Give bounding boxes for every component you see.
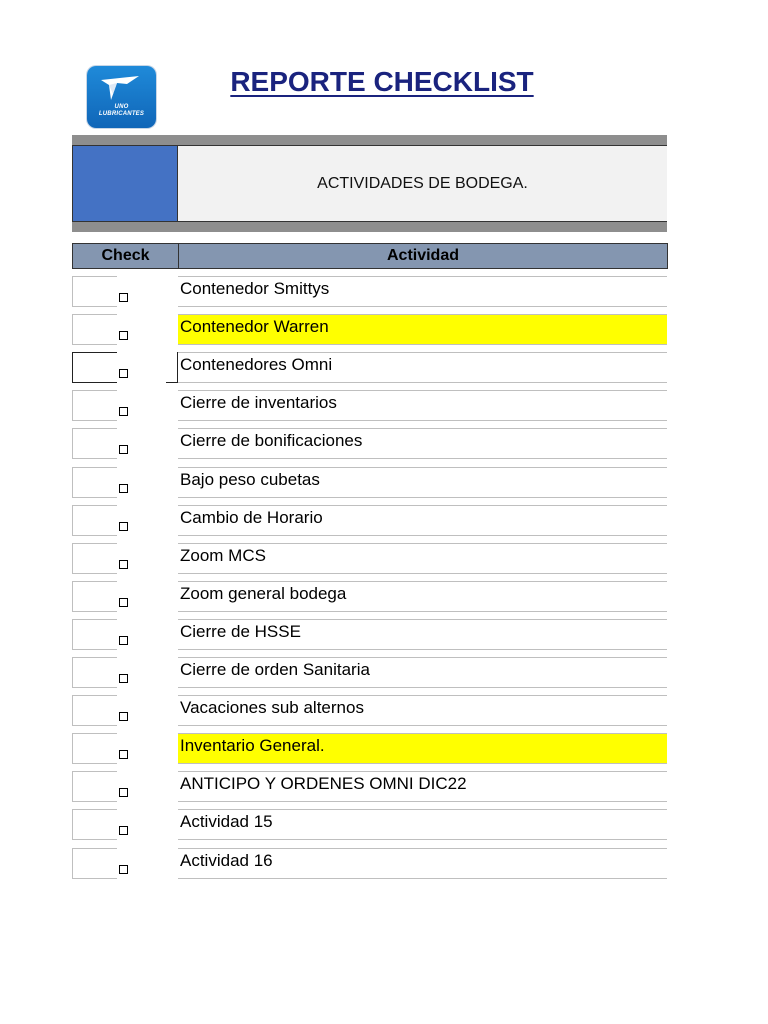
table-row	[0, 807, 768, 845]
check-cell[interactable]	[72, 543, 117, 574]
activity-label: Contenedores Omni	[178, 352, 667, 383]
column-header-activity: Actividad	[178, 243, 668, 269]
table-row	[0, 541, 768, 579]
check-cell[interactable]	[72, 505, 117, 536]
table-row	[0, 579, 768, 617]
check-cell[interactable]	[72, 771, 117, 802]
section-title: ACTIVIDADES DE BODEGA.	[317, 175, 528, 192]
check-cell[interactable]	[72, 848, 117, 879]
table-row	[0, 465, 768, 503]
activity-label: Zoom general bodega	[178, 581, 667, 612]
table-row	[0, 655, 768, 693]
page-title: REPORTE CHECKLIST	[230, 66, 534, 97]
row-checkbox[interactable]	[119, 331, 128, 340]
row-checkbox[interactable]	[119, 522, 128, 531]
activity-label: Contenedor Smittys	[178, 276, 667, 307]
row-checkbox[interactable]	[119, 712, 128, 721]
row-checkbox[interactable]	[119, 560, 128, 569]
header-bottom-band	[72, 222, 667, 232]
check-cell[interactable]	[72, 619, 117, 650]
activity-label: Cierre de HSSE	[178, 619, 667, 650]
table-row	[0, 426, 768, 464]
row-checkbox[interactable]	[119, 293, 128, 302]
check-cell[interactable]	[72, 581, 117, 612]
table-row	[0, 693, 768, 731]
activity-label: Inventario General.	[178, 733, 667, 764]
check-cell[interactable]	[72, 657, 117, 688]
row-checkbox[interactable]	[119, 369, 128, 378]
column-header-check: Check	[72, 243, 179, 269]
logo-text-line2: LUBRICANTES	[98, 111, 145, 117]
check-cell[interactable]	[72, 733, 117, 764]
logo-text-line1: UNO	[114, 104, 129, 110]
table-row	[0, 617, 768, 655]
table-row	[0, 769, 768, 807]
activity-label: Vacaciones sub alternos	[178, 695, 667, 726]
row-checkbox[interactable]	[119, 598, 128, 607]
check-cell[interactable]	[72, 809, 117, 840]
table-row	[0, 350, 768, 388]
activity-label: Cierre de bonificaciones	[178, 428, 667, 459]
table-row	[0, 388, 768, 426]
activity-label: Bajo peso cubetas	[178, 467, 667, 498]
section-header	[72, 145, 667, 222]
activity-label: Actividad 16	[178, 848, 667, 879]
activity-label: Zoom MCS	[178, 543, 667, 574]
logo-wing-icon	[87, 66, 156, 128]
header-top-band	[72, 135, 667, 145]
activity-label: Cambio de Horario	[178, 505, 667, 536]
check-cell[interactable]	[72, 695, 117, 726]
check-cell[interactable]	[72, 390, 117, 421]
check-cell[interactable]	[72, 276, 117, 307]
row-checkbox[interactable]	[119, 750, 128, 759]
check-cell[interactable]	[72, 314, 117, 345]
check-cell[interactable]	[72, 467, 117, 498]
row-checkbox[interactable]	[119, 484, 128, 493]
logo-text	[91, 104, 152, 118]
activity-label: Cierre de inventarios	[178, 390, 667, 421]
table-row	[0, 731, 768, 769]
activity-label: Contenedor Warren	[178, 314, 667, 345]
check-cell[interactable]	[72, 428, 117, 459]
activity-label: Actividad 15	[178, 809, 667, 840]
check-cell[interactable]	[72, 352, 117, 383]
row-checkbox[interactable]	[119, 826, 128, 835]
row-checkbox[interactable]	[119, 445, 128, 454]
uno-lubricantes-logo	[87, 66, 156, 128]
row-checkbox[interactable]	[119, 788, 128, 797]
activity-label: ANTICIPO Y ORDENES OMNI DIC22	[178, 771, 667, 802]
section-header-color-block	[72, 146, 178, 221]
activity-label: Cierre de orden Sanitaria	[178, 657, 667, 688]
row-checkbox[interactable]	[119, 674, 128, 683]
table-row	[0, 503, 768, 541]
row-checkbox[interactable]	[119, 407, 128, 416]
table-row	[0, 312, 768, 350]
row-checkbox[interactable]	[119, 636, 128, 645]
row-checkbox[interactable]	[119, 865, 128, 874]
table-row	[0, 846, 768, 884]
cell-selection-outline	[166, 352, 178, 383]
table-row	[0, 274, 768, 312]
